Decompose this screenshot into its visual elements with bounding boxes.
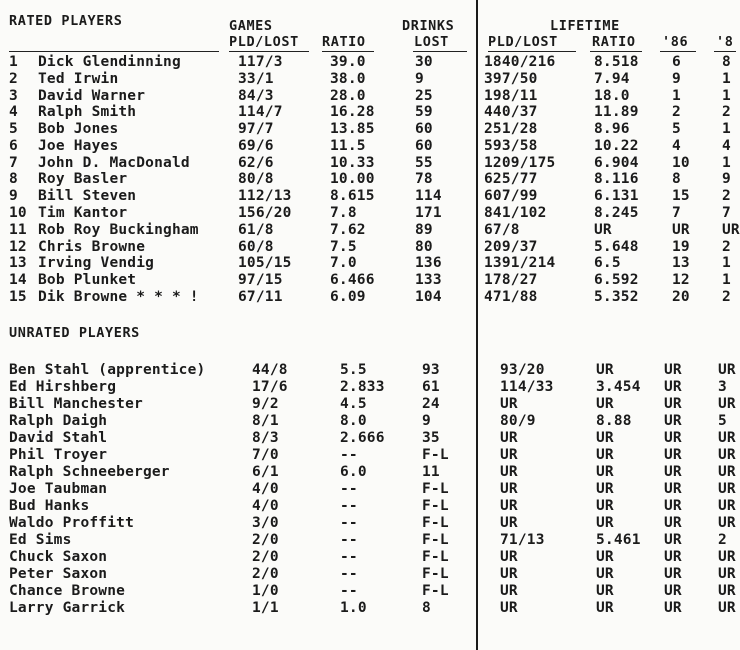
player-name: Rob Roy Buckingham [38, 222, 199, 238]
lifetime-pld-lost: 178/27 [484, 272, 538, 288]
year-87-rank: UR [718, 481, 736, 497]
lifetime-pld-lost: 80/9 [500, 413, 536, 429]
year-87-rank: UR [718, 549, 736, 565]
lifetime-ratio: 10.22 [594, 138, 639, 154]
drinks-lost: F-L [422, 532, 449, 548]
player-rank: 5 [9, 121, 18, 137]
games-ratio: -- [340, 481, 358, 497]
year-86-rank: 1 [672, 88, 681, 104]
year-87-rank: 1 [722, 155, 731, 171]
games-ratio: 13.85 [330, 121, 375, 137]
lifetime-pld-lost: 841/102 [484, 205, 547, 221]
games-ratio: 5.5 [340, 362, 367, 378]
drinks-lost: 25 [415, 88, 433, 104]
lifetime-ratio: 6.592 [594, 272, 639, 288]
games-pld-lost: 1/1 [252, 600, 279, 616]
year-86-rank: UR [664, 379, 682, 395]
lifetime-pld-lost: 471/88 [484, 289, 538, 305]
drinks-lost: 8 [422, 600, 431, 616]
lifetime-ratio: UR [596, 464, 614, 480]
lifetime-ratio-heading: RATIO [592, 34, 636, 50]
lifetime-pld-lost: 607/99 [484, 188, 538, 204]
lifetime-pld-underline [488, 51, 576, 52]
lifetime-pld-lost-heading: PLD/LOST [488, 34, 558, 50]
lifetime-pld-lost: 1391/214 [484, 255, 556, 271]
year-87-rank: 1 [722, 272, 731, 288]
drinks-lost: 93 [422, 362, 440, 378]
lifetime-ratio: 6.904 [594, 155, 639, 171]
year-86-rank: 8 [672, 171, 681, 187]
player-name: David Warner [38, 88, 146, 104]
lifetime-ratio: 6.5 [594, 255, 621, 271]
column-divider-line [476, 0, 478, 650]
year-87-rank: UR [718, 396, 736, 412]
player-rank: 3 [9, 88, 18, 104]
games-pld-lost: 2/0 [252, 566, 279, 582]
lifetime-pld-lost: 209/37 [484, 239, 538, 255]
games-pld-lost: 17/6 [252, 379, 288, 395]
lifetime-pld-lost: UR [500, 600, 518, 616]
lifetime-ratio: 5.648 [594, 239, 639, 255]
drinks-lost: F-L [422, 481, 449, 497]
games-ratio: 8.615 [330, 188, 375, 204]
lifetime-ratio: 5.461 [596, 532, 641, 548]
rated-header-underline [9, 51, 219, 52]
lost-heading: LOST [414, 34, 449, 50]
games-ratio: 11.5 [330, 138, 366, 154]
player-name: Bud Hanks [9, 498, 90, 514]
player-name: Ted Irwin [38, 71, 119, 87]
lifetime-pld-lost: UR [500, 396, 518, 412]
year-86-rank: UR [664, 532, 682, 548]
lifetime-pld-lost: UR [500, 481, 518, 497]
lifetime-pld-lost: 1209/175 [484, 155, 556, 171]
lifetime-ratio: 8.96 [594, 121, 630, 137]
player-rank: 6 [9, 138, 18, 154]
year-86-rank: 13 [672, 255, 690, 271]
lifetime-ratio: 5.352 [594, 289, 639, 305]
lifetime-heading: LIFETIME [550, 18, 620, 34]
games-pld-lost: 4/0 [252, 498, 279, 514]
pld-lost-heading: PLD/LOST [229, 34, 299, 50]
player-name: Joe Hayes [38, 138, 119, 154]
games-pld-lost: 69/6 [238, 138, 274, 154]
lifetime-pld-lost: 593/58 [484, 138, 538, 154]
pld-lost-underline [229, 51, 309, 52]
lifetime-pld-lost: 251/28 [484, 121, 538, 137]
games-ratio: 10.00 [330, 171, 375, 187]
lifetime-ratio: 8.518 [594, 54, 639, 70]
lifetime-pld-lost: 198/11 [484, 88, 538, 104]
year-86-rank: 6 [672, 54, 681, 70]
player-name: Ralph Daigh [9, 413, 108, 429]
drinks-lost: F-L [422, 583, 449, 599]
player-rank: 11 [9, 222, 27, 238]
player-name: Larry Garrick [9, 600, 126, 616]
player-name: Chuck Saxon [9, 549, 108, 565]
ratio-heading: RATIO [322, 34, 366, 50]
year-86-rank: UR [664, 600, 682, 616]
year-87-rank: UR [718, 583, 736, 599]
year-86-rank: 2 [672, 104, 681, 120]
lifetime-pld-lost: UR [500, 464, 518, 480]
year-86-rank: UR [664, 566, 682, 582]
player-name: Phil Troyer [9, 447, 108, 463]
player-name: David Stahl [9, 430, 108, 446]
player-name: Chance Browne [9, 583, 126, 599]
lifetime-pld-lost: UR [500, 515, 518, 531]
player-name: Bob Plunket [38, 272, 137, 288]
year-86-rank: UR [672, 222, 690, 238]
player-name: Bob Jones [38, 121, 119, 137]
drinks-lost: 9 [415, 71, 424, 87]
games-ratio: -- [340, 532, 358, 548]
lifetime-ratio-underline [590, 51, 642, 52]
games-pld-lost: 67/11 [238, 289, 283, 305]
lifetime-ratio: UR [596, 396, 614, 412]
player-rank: 9 [9, 188, 18, 204]
player-name: Bill Steven [38, 188, 137, 204]
lifetime-ratio: UR [596, 600, 614, 616]
games-pld-lost: 6/1 [252, 464, 279, 480]
player-name: Dick Glendinning [38, 54, 181, 70]
games-pld-lost: 2/0 [252, 532, 279, 548]
year-87-rank: 1 [722, 255, 731, 271]
lifetime-ratio: UR [596, 362, 614, 378]
drinks-lost: 114 [415, 188, 442, 204]
drinks-lost: 24 [422, 396, 440, 412]
games-pld-lost: 84/3 [238, 88, 274, 104]
lifetime-ratio: 18.0 [594, 88, 630, 104]
lifetime-pld-lost: UR [500, 583, 518, 599]
year-86-rank: 19 [672, 239, 690, 255]
drinks-heading: DRINKS [402, 18, 455, 34]
year-87-rank: 5 [718, 413, 727, 429]
games-pld-lost: 3/0 [252, 515, 279, 531]
games-ratio: -- [340, 447, 358, 463]
games-ratio: 7.62 [330, 222, 366, 238]
year-86-rank: UR [664, 430, 682, 446]
drinks-lost: 136 [415, 255, 442, 271]
unrated-players-heading: UNRATED PLAYERS [9, 325, 140, 341]
player-name: Ralph Smith [38, 104, 137, 120]
player-rank: 8 [9, 171, 18, 187]
lifetime-ratio: UR [596, 447, 614, 463]
player-name: Bill Manchester [9, 396, 143, 412]
year-87-rank: UR [718, 566, 736, 582]
games-ratio: -- [340, 566, 358, 582]
year-87-rank: 1 [722, 71, 731, 87]
games-pld-lost: 33/1 [238, 71, 274, 87]
year-87-rank: UR [718, 430, 736, 446]
player-rank: 14 [9, 272, 27, 288]
lifetime-pld-lost: 1840/216 [484, 54, 556, 70]
games-pld-lost: 114/7 [238, 104, 283, 120]
year-87-rank: 2 [722, 239, 731, 255]
year-86-rank: UR [664, 481, 682, 497]
games-ratio: 4.5 [340, 396, 367, 412]
year-87-rank: UR [722, 222, 740, 238]
lifetime-ratio: UR [594, 222, 612, 238]
year-87-rank: 7 [722, 205, 731, 221]
player-name: Ralph Schneeberger [9, 464, 170, 480]
games-pld-lost: 62/6 [238, 155, 274, 171]
games-pld-lost: 61/8 [238, 222, 274, 238]
year-86-rank: UR [664, 362, 682, 378]
drinks-lost: F-L [422, 566, 449, 582]
games-ratio: 8.0 [340, 413, 367, 429]
lifetime-ratio: UR [596, 498, 614, 514]
drinks-lost: 78 [415, 171, 433, 187]
year-86-rank: 20 [672, 289, 690, 305]
ratio-underline [322, 51, 374, 52]
games-pld-lost: 9/2 [252, 396, 279, 412]
player-rank: 7 [9, 155, 18, 171]
lifetime-pld-lost: UR [500, 447, 518, 463]
lifetime-ratio: UR [596, 430, 614, 446]
lifetime-pld-lost: UR [500, 566, 518, 582]
player-name: Ed Sims [9, 532, 72, 548]
year-87-rank: UR [718, 362, 736, 378]
drinks-lost: 11 [422, 464, 440, 480]
year-87-rank: UR [718, 498, 736, 514]
year-87-rank: UR [718, 464, 736, 480]
drinks-lost: 55 [415, 155, 433, 171]
games-ratio: -- [340, 498, 358, 514]
year-86-rank: 12 [672, 272, 690, 288]
year-86-rank: UR [664, 464, 682, 480]
lifetime-pld-lost: UR [500, 498, 518, 514]
lifetime-pld-lost: 625/77 [484, 171, 538, 187]
year-87-heading: '8 [716, 34, 734, 50]
lifetime-pld-lost: 440/37 [484, 104, 538, 120]
games-ratio: 16.28 [330, 104, 375, 120]
games-pld-lost: 97/7 [238, 121, 274, 137]
lifetime-ratio: 7.94 [594, 71, 630, 87]
drinks-lost: 133 [415, 272, 442, 288]
player-name: John D. MacDonald [38, 155, 190, 171]
year-86-rank: 9 [672, 71, 681, 87]
games-pld-lost: 117/3 [238, 54, 283, 70]
player-name: Irving Vendig [38, 255, 155, 271]
year-87-rank: 9 [722, 171, 731, 187]
player-name: Tim Kantor [38, 205, 128, 221]
year-87-rank: 2 [722, 104, 731, 120]
year-86-heading: '86 [662, 34, 689, 50]
year-87-rank: 4 [722, 138, 731, 154]
rated-players-heading: RATED PLAYERS [9, 13, 123, 29]
drinks-lost: F-L [422, 498, 449, 514]
year-87-rank: UR [718, 515, 736, 531]
drinks-lost: 35 [422, 430, 440, 446]
games-ratio: 2.666 [340, 430, 385, 446]
lifetime-ratio: UR [596, 515, 614, 531]
year-86-rank: 5 [672, 121, 681, 137]
lifetime-pld-lost: 67/8 [484, 222, 520, 238]
player-rank: 2 [9, 71, 18, 87]
drinks-lost: 89 [415, 222, 433, 238]
year-87-rank: 8 [722, 54, 731, 70]
year-86-rank: 15 [672, 188, 690, 204]
games-ratio: 6.466 [330, 272, 375, 288]
drinks-lost: 61 [422, 379, 440, 395]
drinks-lost: 104 [415, 289, 442, 305]
games-pld-lost: 4/0 [252, 481, 279, 497]
player-name: Peter Saxon [9, 566, 108, 582]
games-ratio: 38.0 [330, 71, 366, 87]
player-name: Waldo Proffitt [9, 515, 135, 531]
player-name: Roy Basler [38, 171, 128, 187]
drinks-lost: 30 [415, 54, 433, 70]
games-ratio: -- [340, 549, 358, 565]
lifetime-pld-lost: 71/13 [500, 532, 545, 548]
year-87-rank: 1 [722, 88, 731, 104]
year-87-rank: 3 [718, 379, 727, 395]
drinks-lost: F-L [422, 515, 449, 531]
lifetime-ratio: UR [596, 481, 614, 497]
drinks-lost: 59 [415, 104, 433, 120]
games-ratio: 28.0 [330, 88, 366, 104]
games-ratio: -- [340, 515, 358, 531]
games-ratio: 7.5 [330, 239, 357, 255]
games-ratio: 10.33 [330, 155, 375, 171]
year-87-rank: 2 [722, 289, 731, 305]
year-87-rank: UR [718, 600, 736, 616]
year-86-rank: UR [664, 549, 682, 565]
player-name: Ed Hirshberg [9, 379, 117, 395]
year-86-rank: 10 [672, 155, 690, 171]
year-86-rank: UR [664, 396, 682, 412]
games-pld-lost: 156/20 [238, 205, 292, 221]
games-heading: GAMES [229, 18, 273, 34]
year-86-underline [660, 51, 696, 52]
games-pld-lost: 112/13 [238, 188, 292, 204]
games-ratio: 1.0 [340, 600, 367, 616]
player-name: Dik Browne * * * ! [38, 289, 199, 305]
games-pld-lost: 1/0 [252, 583, 279, 599]
year-87-underline [714, 51, 736, 52]
games-ratio: -- [340, 583, 358, 599]
year-87-rank: 1 [722, 121, 731, 137]
games-pld-lost: 2/0 [252, 549, 279, 565]
games-pld-lost: 44/8 [252, 362, 288, 378]
year-86-rank: UR [664, 498, 682, 514]
year-86-rank: UR [664, 447, 682, 463]
player-name: Chris Browne [38, 239, 146, 255]
player-name: Ben Stahl (apprentice) [9, 362, 206, 378]
games-ratio: 7.0 [330, 255, 357, 271]
games-pld-lost: 80/8 [238, 171, 274, 187]
player-name: Joe Taubman [9, 481, 108, 497]
player-rank: 13 [9, 255, 27, 271]
games-pld-lost: 8/3 [252, 430, 279, 446]
year-86-rank: UR [664, 583, 682, 599]
lifetime-ratio: 3.454 [596, 379, 641, 395]
player-rank: 10 [9, 205, 27, 221]
games-ratio: 39.0 [330, 54, 366, 70]
drinks-lost: 60 [415, 121, 433, 137]
lifetime-pld-lost: 93/20 [500, 362, 545, 378]
games-ratio: 6.0 [340, 464, 367, 480]
lifetime-pld-lost: UR [500, 430, 518, 446]
lifetime-ratio: UR [596, 583, 614, 599]
lifetime-pld-lost: UR [500, 549, 518, 565]
player-rank: 15 [9, 289, 27, 305]
lost-underline [413, 51, 467, 52]
lifetime-pld-lost: 397/50 [484, 71, 538, 87]
games-pld-lost: 7/0 [252, 447, 279, 463]
lifetime-ratio: 11.89 [594, 104, 639, 120]
drinks-lost: 171 [415, 205, 442, 221]
games-ratio: 7.8 [330, 205, 357, 221]
games-pld-lost: 105/15 [238, 255, 292, 271]
lifetime-pld-lost: 114/33 [500, 379, 554, 395]
lifetime-ratio: 6.131 [594, 188, 639, 204]
games-pld-lost: 8/1 [252, 413, 279, 429]
drinks-lost: F-L [422, 447, 449, 463]
drinks-lost: 60 [415, 138, 433, 154]
games-pld-lost: 97/15 [238, 272, 283, 288]
player-rank: 1 [9, 54, 18, 70]
player-rank: 4 [9, 104, 18, 120]
drinks-lost: F-L [422, 549, 449, 565]
year-87-rank: 2 [722, 188, 731, 204]
lifetime-ratio: 8.116 [594, 171, 639, 187]
lifetime-ratio: UR [596, 549, 614, 565]
lifetime-ratio: UR [596, 566, 614, 582]
drinks-lost: 9 [422, 413, 431, 429]
games-pld-lost: 60/8 [238, 239, 274, 255]
games-ratio: 6.09 [330, 289, 366, 305]
lifetime-ratio: 8.88 [596, 413, 632, 429]
year-86-rank: UR [664, 413, 682, 429]
year-87-rank: UR [718, 447, 736, 463]
lifetime-ratio: 8.245 [594, 205, 639, 221]
year-86-rank: 7 [672, 205, 681, 221]
games-ratio: 2.833 [340, 379, 385, 395]
year-87-rank: 2 [718, 532, 727, 548]
drinks-lost: 80 [415, 239, 433, 255]
player-rank: 12 [9, 239, 27, 255]
year-86-rank: UR [664, 515, 682, 531]
year-86-rank: 4 [672, 138, 681, 154]
